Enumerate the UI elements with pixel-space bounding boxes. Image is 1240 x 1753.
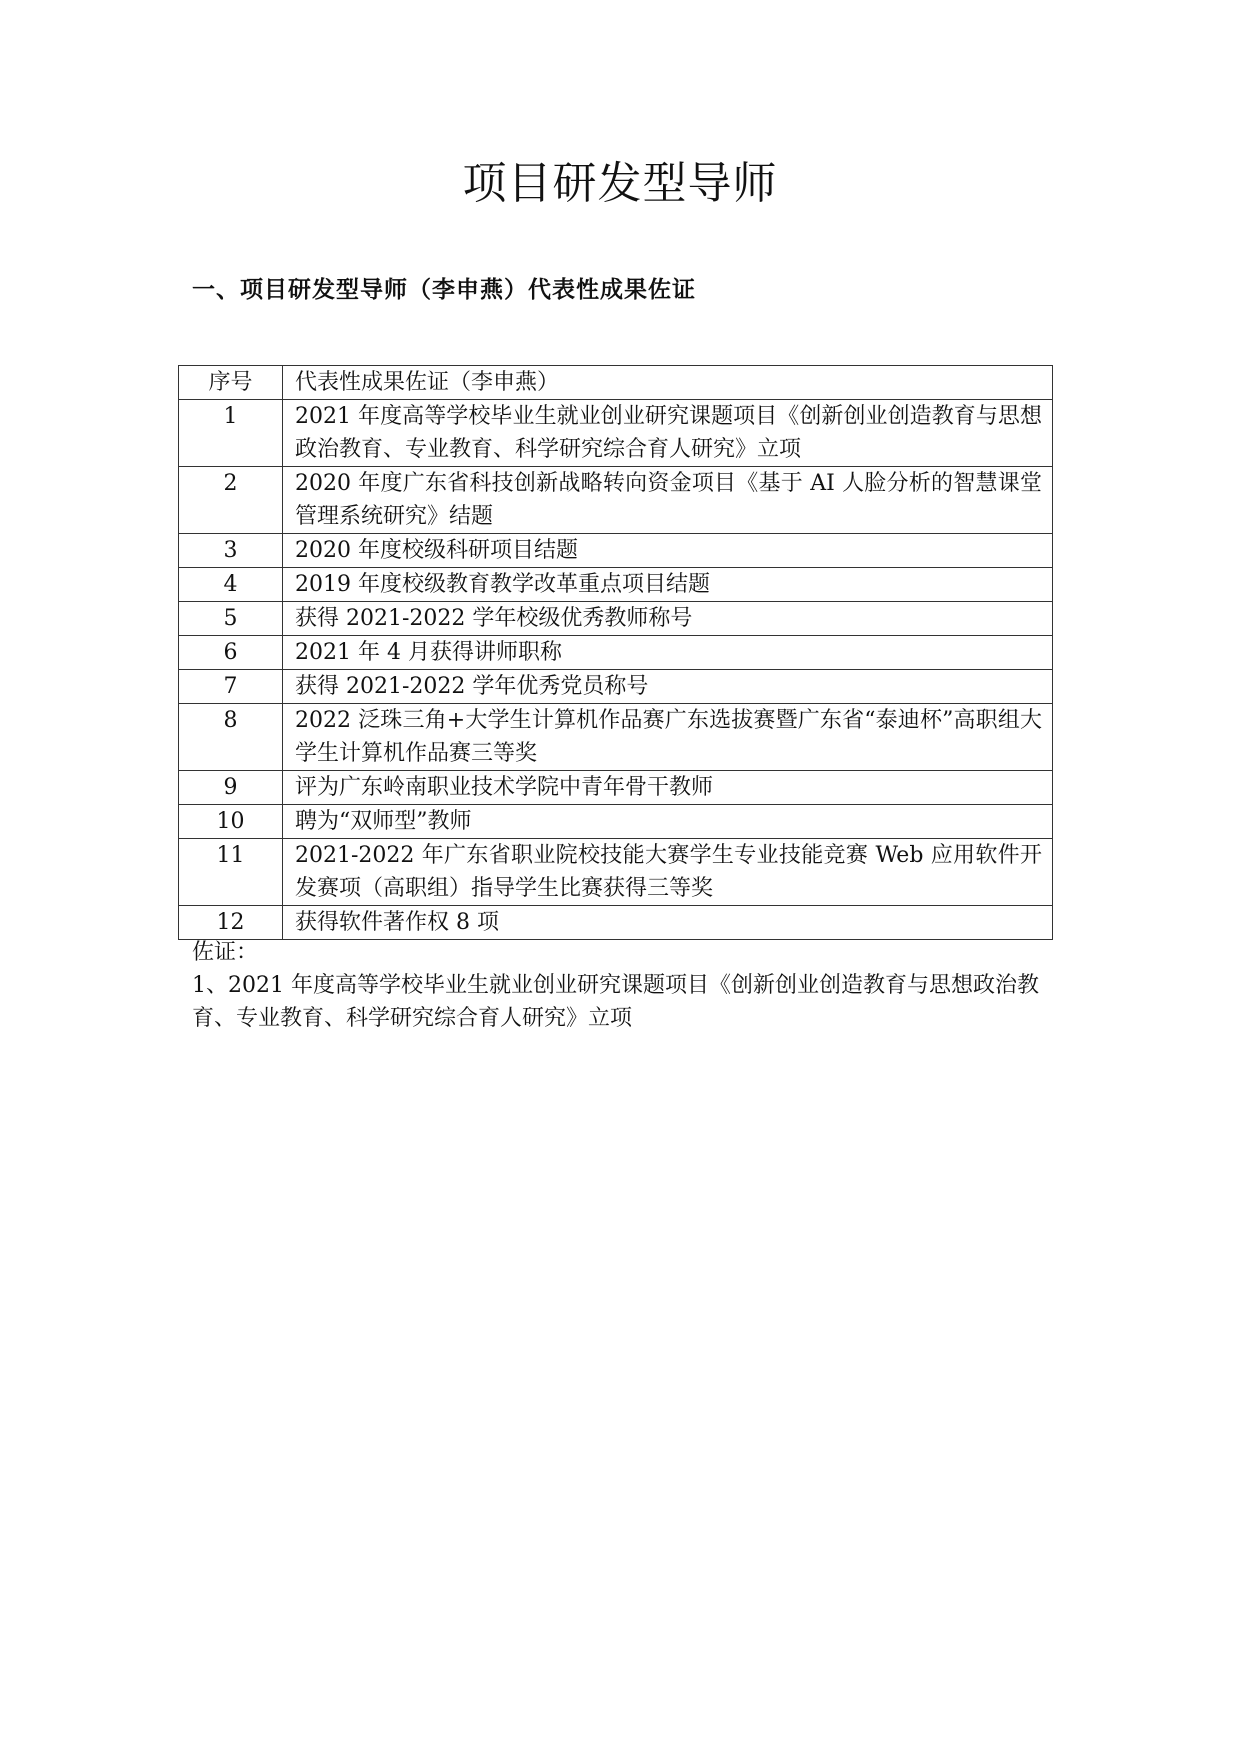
row-item: 2022 泛珠三角+大学生计算机作品赛广东选拔赛暨广东省“泰迪杯”高职组大学生计算机作品赛三等奖 (283, 704, 1053, 771)
row-number: 8 (179, 704, 283, 771)
table-row (179, 805, 1053, 839)
row-item: 聘为“双师型”教师 (283, 805, 1053, 839)
evidence-label: 佐证： (192, 940, 259, 965)
row-item: 2020 年度校级科研项目结题 (283, 534, 1053, 568)
row-number: 11 (179, 839, 283, 906)
row-item: 2021 年 4 月获得讲师职称 (283, 636, 1053, 670)
table-row (179, 704, 1053, 771)
table-row (179, 839, 1053, 906)
row-number: 6 (179, 636, 283, 670)
row-item: 2020 年度广东省科技创新战略转向资金项目《基于 AI 人脸分析的智慧课堂管理系统研究》结题 (283, 467, 1053, 534)
row-number: 10 (179, 805, 283, 839)
achievement-table (178, 365, 1053, 940)
section-heading: 一、项目研发型导师（李申燕）代表性成果佐证 (192, 277, 696, 303)
row-number: 4 (179, 568, 283, 602)
table-row (179, 602, 1053, 636)
row-item: 2021-2022 年广东省职业院校技能大赛学生专业技能竞赛 Web 应用软件开发赛项（高职组）指导学生比赛获得三等奖 (283, 839, 1053, 906)
row-number: 9 (179, 771, 283, 805)
row-number: 3 (179, 534, 283, 568)
table-row (179, 670, 1053, 704)
table-row (179, 906, 1053, 940)
table-row (179, 568, 1053, 602)
table-row (179, 467, 1053, 534)
row-item: 2019 年度校级教育教学改革重点项目结题 (283, 568, 1053, 602)
table-row (179, 771, 1053, 805)
row-item: 获得 2021-2022 学年校级优秀教师称号 (283, 602, 1053, 636)
row-number: 7 (179, 670, 283, 704)
evidence-section (192, 936, 1062, 1035)
evidence-item: 1、2021 年度高等学校毕业生就业创业研究课题项目《创新创业创造教育与思想政治教育、专业教育、科学研究综合育人研究》立项 (192, 973, 1039, 1031)
row-number: 12 (179, 906, 283, 940)
column-header-item: 代表性成果佐证（李申燕） (283, 366, 1053, 400)
row-item: 评为广东岭南职业技术学院中青年骨干教师 (283, 771, 1053, 805)
row-number: 5 (179, 602, 283, 636)
row-number: 1 (179, 400, 283, 467)
row-number: 2 (179, 467, 283, 534)
table-row (179, 400, 1053, 467)
page-title: 项目研发型导师 (462, 158, 778, 209)
row-item: 获得 2021-2022 学年优秀党员称号 (283, 670, 1053, 704)
column-header-number: 序号 (179, 366, 283, 400)
table-row (179, 534, 1053, 568)
table-header-row (179, 366, 1053, 400)
table-row (179, 636, 1053, 670)
row-item: 获得软件著作权 8 项 (283, 906, 1053, 940)
row-item: 2021 年度高等学校毕业生就业创业研究课题项目《创新创业创造教育与思想政治教育、专业教育、科学研究综合育人研究》立项 (283, 400, 1053, 467)
